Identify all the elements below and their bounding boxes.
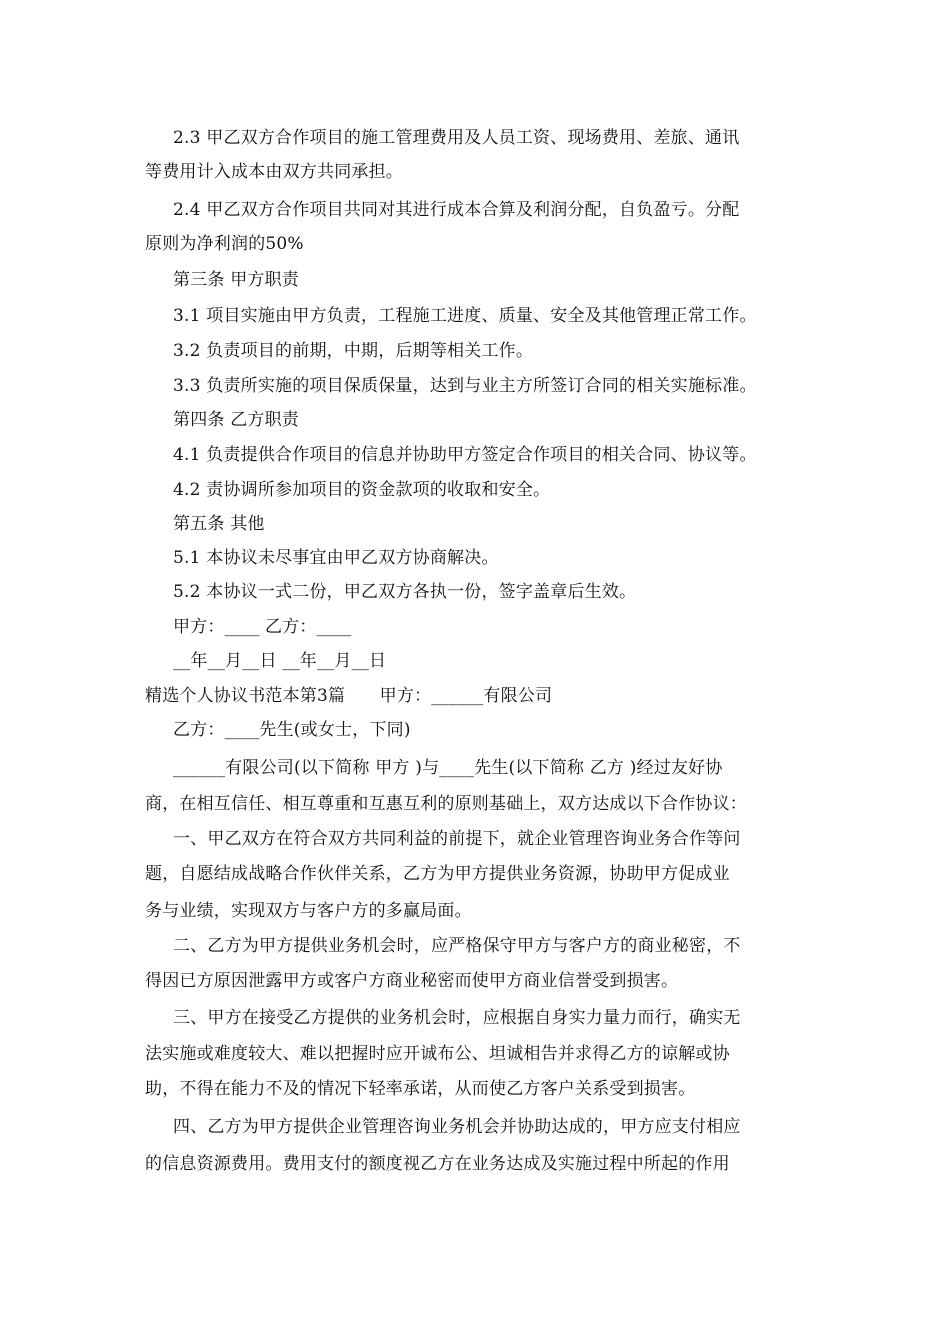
paragraph-line: 2.3 甲乙双方合作项目的施工管理费用及人员工资、现场费用、差旅、通讯 (173, 128, 740, 148)
section-heading: 第五条 其他 (173, 514, 265, 534)
paragraph-line: 题，自愿结成战略合作伙伴关系，乙方为甲方提供业务资源，协助甲方促成业 (145, 864, 730, 884)
paragraph-line: 得因已方原因泄露甲方或客户方商业秘密而使甲方商业信誉受到损害。 (145, 971, 679, 991)
paragraph-line: 商，在相互信任、相互尊重和互惠互利的原则基础上，双方达成以下合作协议： (145, 794, 747, 814)
paragraph-line: 三、甲方在接受乙方提供的业务机会时，应根据自身实力量力而行，确实无 (173, 1008, 741, 1028)
date-line: __年__月__日 __年__月__日 (173, 651, 387, 671)
paragraph-line: 助，不得在能力不及的情况下轻率承诺，从而使乙方客户关系受到损害。 (145, 1079, 696, 1099)
paragraph-line: 3.3 负责所实施的项目保质保量，达到与业主方所签订合同的相关实施标准。 (173, 376, 757, 396)
paragraph-line: ______有限公司(以下简称 甲方 )与____先生(以下简称 乙方 )经过友好协 (173, 758, 723, 778)
paragraph-line: 原则为净利润的50% (145, 234, 304, 254)
paragraph-line: 2.4 甲乙双方合作项目共同对其进行成本合算及利润分配，自负盈亏。分配 (173, 200, 740, 220)
section-heading: 第三条 甲方职责 (173, 270, 300, 290)
paragraph-line: 的信息资源费用。费用支付的额度视乙方在业务达成及实施过程中所起的作用 (145, 1154, 730, 1174)
paragraph-line: 等费用计入成本由双方共同承担。 (145, 162, 403, 182)
paragraph-line: 四、乙方为甲方提供企业管理咨询业务机会并协助达成的，甲方应支付相应 (173, 1117, 741, 1137)
paragraph-line: 5.1 本协议未尽事宜由甲乙双方协商解决。 (173, 548, 499, 568)
paragraph-line: 乙方：____先生(或女士，下同) (173, 720, 411, 740)
section-heading: 第四条 乙方职责 (173, 410, 300, 430)
paragraph-line: 务与业绩，实现双方与客户方的多赢局面。 (145, 901, 472, 921)
paragraph-line: 3.2 负责项目的前期，中期，后期等相关工作。 (173, 341, 534, 361)
paragraph-line: 一、甲乙双方在符合双方共同利益的前提下，就企业管理咨询业务合作等问 (173, 829, 741, 849)
paragraph-line: 3.1 项目实施由甲方负责，工程施工进度、质量、安全及其他管理正常工作。 (173, 306, 757, 326)
paragraph-line: 二、乙方为甲方提供业务机会时，应严格保守甲方与客户方的商业秘密，不 (173, 936, 741, 956)
paragraph-line: 4.2 责协调所参加项目的资金款项的收取和安全。 (173, 480, 551, 500)
document-title-line: 精选个人协议书范本第3篇 甲方：______有限公司 (145, 686, 553, 706)
paragraph-line: 法实施或难度较大、难以把握时应开诚布公、坦诚相告并求得乙方的谅解或协 (145, 1044, 730, 1064)
signature-line: 甲方：____ 乙方：____ (173, 617, 352, 637)
paragraph-line: 4.1 负责提供合作项目的信息并协助甲方签定合作项目的相关合同、协议等。 (173, 445, 757, 465)
paragraph-line: 5.2 本协议一式二份，甲乙双方各执一份，签字盖章后生效。 (173, 582, 637, 602)
